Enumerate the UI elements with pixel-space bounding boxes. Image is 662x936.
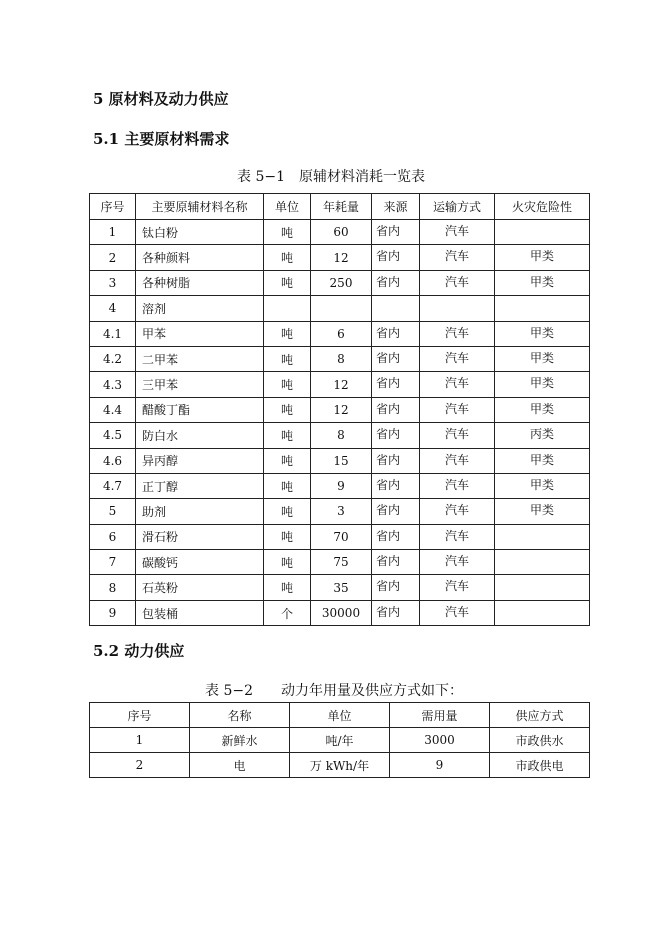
table2-header-unit: 单位: [290, 703, 390, 728]
table-row: [90, 372, 590, 397]
cell-seq: 1: [90, 220, 136, 245]
cell-source: 省内: [372, 448, 420, 473]
table-row: [90, 448, 590, 473]
cell-annual-consumption: 12: [311, 397, 372, 422]
cell-seq: 1: [90, 728, 190, 753]
cell-unit: 吨: [264, 524, 311, 549]
cell-unit: 吨: [264, 397, 311, 422]
cell-material-name: 滑石粉: [136, 524, 264, 549]
table2-header-required-amount: 需用量: [390, 703, 490, 728]
cell-material-name: 石英粉: [136, 575, 264, 600]
cell-transport: 汽车: [420, 423, 495, 448]
cell-material-name: 防白水: [136, 423, 264, 448]
cell-annual-consumption: 3: [311, 499, 372, 524]
cell-unit: 吨: [264, 270, 311, 295]
table-row: [90, 245, 590, 270]
cell-unit: 吨: [264, 473, 311, 498]
cell-annual-consumption: 75: [311, 550, 372, 575]
cell-fire-hazard: 甲类: [495, 270, 590, 295]
cell-seq: 4.6: [90, 448, 136, 473]
cell-fire-hazard: [495, 524, 590, 549]
cell-transport: 汽车: [420, 346, 495, 371]
table2-header-supply-method: 供应方式: [490, 703, 590, 728]
cell-material-name: 各种树脂: [136, 270, 264, 295]
cell-transport: 汽车: [420, 524, 495, 549]
table-row: [90, 397, 590, 422]
table1-header-material-name: 主要原辅材料名称: [136, 194, 264, 220]
cell-seq: 4.5: [90, 423, 136, 448]
cell-transport: 汽车: [420, 575, 495, 600]
table-row: [90, 728, 590, 753]
table-row: [90, 270, 590, 295]
cell-unit: 吨: [264, 245, 311, 270]
table1-header-annual-consumption: 年耗量: [311, 194, 372, 220]
cell-annual-consumption: [311, 296, 372, 321]
cell-annual-consumption: 12: [311, 372, 372, 397]
cell-unit: 吨: [264, 550, 311, 575]
cell-material-name: 醋酸丁酯: [136, 397, 264, 422]
table-row: [90, 575, 590, 600]
cell-transport: 汽车: [420, 321, 495, 346]
cell-material-name: 异丙醇: [136, 448, 264, 473]
cell-seq: 9: [90, 600, 136, 625]
cell-fire-hazard: 甲类: [495, 372, 590, 397]
cell-source: 省内: [372, 220, 420, 245]
table2-header-seq: 序号: [90, 703, 190, 728]
cell-annual-consumption: 15: [311, 448, 372, 473]
cell-transport: 汽车: [420, 473, 495, 498]
cell-seq: 4.3: [90, 372, 136, 397]
cell-source: 省内: [372, 397, 420, 422]
table-row: [90, 296, 590, 321]
cell-source: 省内: [372, 321, 420, 346]
cell-fire-hazard: 甲类: [495, 346, 590, 371]
table1-header-unit: 单位: [264, 194, 311, 220]
cell-source: 省内: [372, 575, 420, 600]
cell-fire-hazard: [495, 600, 590, 625]
cell-annual-consumption: 250: [311, 270, 372, 295]
cell-material-name: 包装桶: [136, 600, 264, 625]
cell-source: 省内: [372, 550, 420, 575]
cell-transport: 汽车: [420, 220, 495, 245]
cell-seq: 4.7: [90, 473, 136, 498]
cell-fire-hazard: 甲类: [495, 321, 590, 346]
table1-caption: 表 5−1 原辅材料消耗一览表: [237, 169, 425, 185]
cell-unit: 个: [264, 600, 311, 625]
cell-seq: 2: [90, 753, 190, 778]
cell-annual-consumption: 12: [311, 245, 372, 270]
table2-caption: 表 5−2 动力年用量及供应方式如下：: [205, 683, 463, 699]
table-row: [90, 473, 590, 498]
table1-header-transport: 运输方式: [420, 194, 495, 220]
table1-header-row: [90, 194, 590, 220]
cell-seq: 4.4: [90, 397, 136, 422]
table-row: [90, 499, 590, 524]
cell-unit: 吨/年: [290, 728, 390, 753]
table-row: [90, 550, 590, 575]
cell-transport: [420, 296, 495, 321]
cell-unit: 吨: [264, 220, 311, 245]
cell-seq: 4.2: [90, 346, 136, 371]
cell-seq: 4.1: [90, 321, 136, 346]
table-row: [90, 753, 590, 778]
cell-material-name: 助剂: [136, 499, 264, 524]
cell-material-name: 三甲苯: [136, 372, 264, 397]
cell-fire-hazard: 甲类: [495, 473, 590, 498]
cell-unit: 吨: [264, 448, 311, 473]
power-table: [89, 702, 590, 778]
cell-annual-consumption: 9: [311, 473, 372, 498]
cell-required-amount: 9: [390, 753, 490, 778]
cell-transport: 汽车: [420, 397, 495, 422]
section-title: 5 原材料及动力供应: [93, 90, 229, 108]
cell-fire-hazard: 甲类: [495, 448, 590, 473]
cell-material-name: 甲苯: [136, 321, 264, 346]
cell-seq: 3: [90, 270, 136, 295]
cell-seq: 4: [90, 296, 136, 321]
cell-unit: 吨: [264, 499, 311, 524]
cell-unit: 吨: [264, 321, 311, 346]
subsection-title-materials: 5.1 主要原材料需求: [93, 130, 230, 148]
table-row: [90, 600, 590, 625]
cell-unit: [264, 296, 311, 321]
cell-seq: 6: [90, 524, 136, 549]
cell-name: 新鲜水: [190, 728, 290, 753]
cell-source: 省内: [372, 524, 420, 549]
subsection-title-power: 5.2 动力供应: [93, 642, 185, 660]
cell-material-name: 正丁醇: [136, 473, 264, 498]
cell-annual-consumption: 8: [311, 423, 372, 448]
cell-name: 电: [190, 753, 290, 778]
cell-annual-consumption: 8: [311, 346, 372, 371]
cell-seq: 2: [90, 245, 136, 270]
materials-table: [89, 193, 590, 626]
cell-source: 省内: [372, 270, 420, 295]
cell-seq: 7: [90, 550, 136, 575]
cell-source: [372, 296, 420, 321]
cell-required-amount: 3000: [390, 728, 490, 753]
table2-header-name: 名称: [190, 703, 290, 728]
table-row: [90, 423, 590, 448]
cell-transport: 汽车: [420, 600, 495, 625]
cell-material-name: 溶剂: [136, 296, 264, 321]
cell-unit: 吨: [264, 423, 311, 448]
cell-material-name: 二甲苯: [136, 346, 264, 371]
table1-header-fire-hazard: 火灾危险性: [495, 194, 590, 220]
cell-annual-consumption: 60: [311, 220, 372, 245]
cell-fire-hazard: [495, 550, 590, 575]
cell-unit: 吨: [264, 346, 311, 371]
table-row: [90, 346, 590, 371]
table1-header-seq: 序号: [90, 194, 136, 220]
cell-fire-hazard: 甲类: [495, 397, 590, 422]
cell-fire-hazard: 甲类: [495, 499, 590, 524]
cell-annual-consumption: 30000: [311, 600, 372, 625]
cell-source: 省内: [372, 499, 420, 524]
cell-transport: 汽车: [420, 550, 495, 575]
cell-material-name: 钛白粉: [136, 220, 264, 245]
cell-fire-hazard: 丙类: [495, 423, 590, 448]
cell-fire-hazard: [495, 296, 590, 321]
cell-fire-hazard: [495, 220, 590, 245]
cell-supply-method: 市政供水: [490, 728, 590, 753]
cell-transport: 汽车: [420, 448, 495, 473]
cell-unit: 吨: [264, 372, 311, 397]
cell-source: 省内: [372, 600, 420, 625]
table2-header-row: [90, 703, 590, 728]
cell-annual-consumption: 6: [311, 321, 372, 346]
table-row: [90, 220, 590, 245]
cell-annual-consumption: 70: [311, 524, 372, 549]
table-row: [90, 321, 590, 346]
cell-unit: 万 kWh/年: [290, 753, 390, 778]
cell-transport: 汽车: [420, 499, 495, 524]
cell-source: 省内: [372, 423, 420, 448]
cell-source: 省内: [372, 346, 420, 371]
table1-header-source: 来源: [372, 194, 420, 220]
cell-fire-hazard: [495, 575, 590, 600]
cell-seq: 5: [90, 499, 136, 524]
cell-annual-consumption: 35: [311, 575, 372, 600]
cell-transport: 汽车: [420, 245, 495, 270]
cell-material-name: 碳酸钙: [136, 550, 264, 575]
cell-seq: 8: [90, 575, 136, 600]
cell-material-name: 各种颜料: [136, 245, 264, 270]
cell-unit: 吨: [264, 575, 311, 600]
cell-source: 省内: [372, 372, 420, 397]
cell-transport: 汽车: [420, 270, 495, 295]
cell-transport: 汽车: [420, 372, 495, 397]
cell-source: 省内: [372, 245, 420, 270]
cell-source: 省内: [372, 473, 420, 498]
cell-fire-hazard: 甲类: [495, 245, 590, 270]
cell-supply-method: 市政供电: [490, 753, 590, 778]
table-row: [90, 524, 590, 549]
